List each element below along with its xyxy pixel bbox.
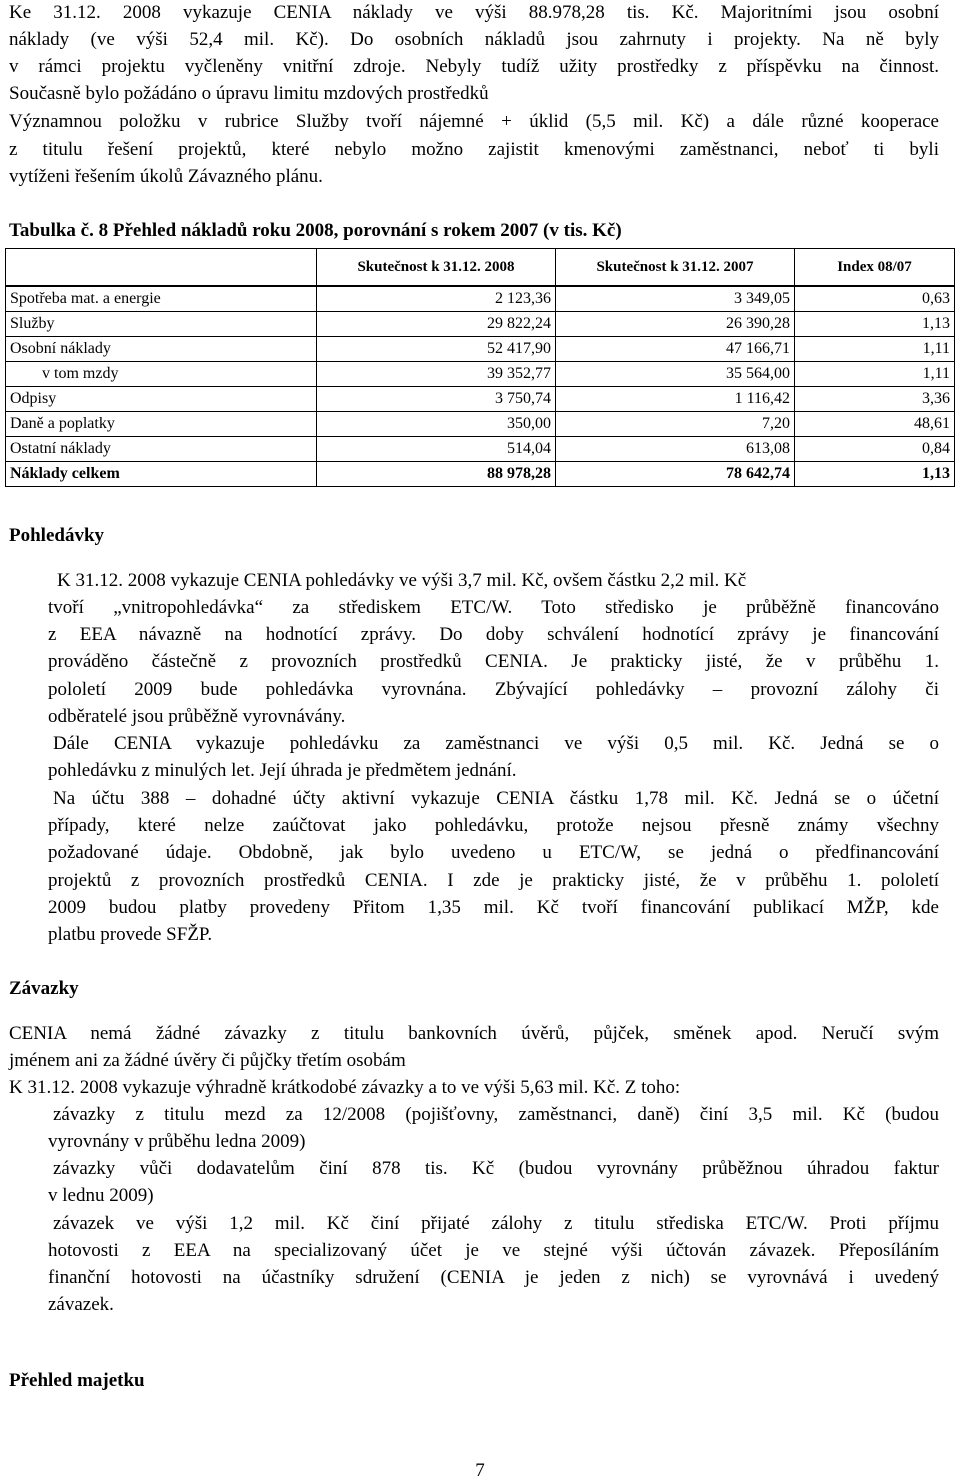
row-label: Odpisy bbox=[6, 387, 317, 412]
table-header-cell bbox=[6, 249, 317, 287]
intro-line: náklady (ve výši 52,4 mil. Kč). Do osobních nákladů jsou zahrnuty i projekty. Na ně byly bbox=[9, 29, 939, 50]
intro-line: vytíženi řešením úkolů Závazného plánu. bbox=[9, 166, 323, 187]
receivables-line: Dále CENIA vykazuje pohledávku za zaměstnanci ve výši 0,5 mil. Kč. Jedná se o bbox=[53, 733, 939, 754]
liabilities-line: finanční hotovosti na účastníky sdružení (CENIA je jeden z nich) se vyrovnává i uvedený bbox=[48, 1267, 939, 1288]
value-2007: 3 349,05 bbox=[556, 286, 795, 312]
value-2007: 613,08 bbox=[556, 437, 795, 462]
receivables-line: projektů z provozních prostředků CENIA. I zde je prakticky jisté, že v průběhu 1. pololetí bbox=[48, 870, 939, 891]
intro-line: z titulu řešení projektů, které nebylo možno zajistit kmenovými zaměstnanci, neboť ti byli bbox=[9, 139, 939, 160]
table-total-row bbox=[6, 462, 955, 487]
liabilities-line: K 31.12. 2008 vykazuje výhradně krátkodobé závazky a to ve výši 5,63 mil. Kč. Z toho: bbox=[9, 1077, 681, 1098]
receivables-line: platbu provede SFŽP. bbox=[48, 924, 213, 945]
total-label: Náklady celkem bbox=[6, 462, 317, 487]
table-header-cell: Skutečnost k 31.12. 2007 bbox=[556, 249, 795, 287]
receivables-line: případy, které nelze zaúčtovat jako pohledávku, protože nejsou přesně známy všechny bbox=[48, 815, 939, 836]
receivables-line: K 31.12. 2008 vykazuje CENIA pohledávky ve výši 3,7 mil. Kč, ovšem částku 2,2 mil. Kč bbox=[57, 570, 747, 591]
table-row bbox=[6, 312, 955, 337]
value-2008: 52 417,90 bbox=[317, 337, 556, 362]
liabilities-heading: Závazky bbox=[9, 978, 79, 999]
receivables-line: pololetí 2009 bude pohledávka vyrovnána. Zbývající pohledávky – provozní zálohy či bbox=[48, 679, 939, 700]
table-row bbox=[6, 437, 955, 462]
table-row bbox=[6, 337, 955, 362]
intro-line: Ke 31.12. 2008 vykazuje CENIA náklady ve výši 88.978,28 tis. Kč. Majoritními jsou osobní bbox=[9, 2, 939, 23]
table-row bbox=[6, 286, 955, 312]
receivables-line: z EEA návazně na hodnotící zprávy. Do doby schválení hodnotící zprávy je financování bbox=[48, 624, 939, 645]
row-label: Ostatní náklady bbox=[6, 437, 317, 462]
receivables-line: tvoří „vnitropohledávka“ za střediskem ETC/W. Toto středisko je průběžně financováno bbox=[48, 597, 939, 618]
table-caption: Tabulka č. 8 Přehled nákladů roku 2008, porovnání s rokem 2007 (v tis. Kč) bbox=[9, 220, 622, 241]
receivables-line: požadované údaje. Obdobně, jak bylo uvedeno u ETC/W, se jedná o předfinancování bbox=[48, 842, 939, 863]
liabilities-line: závazky z titulu mezd za 12/2008 (pojišťovny, zaměstnanci, daně) činí 3,5 mil. Kč (budou bbox=[53, 1104, 939, 1125]
table-row bbox=[6, 412, 955, 437]
liabilities-line: v lednu 2009) bbox=[48, 1185, 154, 1206]
liabilities-line: jménem ani za žádné úvěry či půjčky třetím osobám bbox=[9, 1050, 406, 1071]
value-2007: 26 390,28 bbox=[556, 312, 795, 337]
liabilities-line: hotovosti z EEA na specializovaný účet je ve stejné výši účtován závazek. Přeposíláním bbox=[48, 1240, 939, 1261]
index-value: 3,36 bbox=[795, 387, 955, 412]
value-2008: 3 750,74 bbox=[317, 387, 556, 412]
liabilities-line: CENIA nemá žádné závazky z titulu bankovních úvěrů, půjček, směnek apod. Neručí svým bbox=[9, 1023, 939, 1044]
table-row bbox=[6, 387, 955, 412]
receivables-line: prováděno částečně z provozních prostředků CENIA. Je prakticky jisté, že v průběhu 1. bbox=[48, 651, 939, 672]
receivables-line: 2009 budou platby provedeny Přitom 1,35 mil. Kč tvoří financování publikací MŽP, kde bbox=[48, 897, 939, 918]
row-label: Osobní náklady bbox=[6, 337, 317, 362]
value-2008: 514,04 bbox=[317, 437, 556, 462]
intro-line: Současně bylo požádáno o úpravu limitu mzdových prostředků bbox=[9, 83, 489, 104]
page-number: 7 bbox=[475, 1460, 485, 1481]
index-value: 1,13 bbox=[795, 312, 955, 337]
table-header-cell: Index 08/07 bbox=[795, 249, 955, 287]
value-2007: 7,20 bbox=[556, 412, 795, 437]
row-label: Daně a poplatky bbox=[6, 412, 317, 437]
row-label: Spotřeba mat. a energie bbox=[6, 286, 317, 312]
table-header-row bbox=[6, 249, 955, 287]
value-2007: 1 116,42 bbox=[556, 387, 795, 412]
liabilities-line: závazek ve výši 1,2 mil. Kč činí přijaté zálohy z titulu střediska ETC/W. Proti příjmu bbox=[53, 1213, 939, 1234]
receivables-heading: Pohledávky bbox=[9, 525, 105, 546]
value-2008: 2 123,36 bbox=[317, 286, 556, 312]
value-2008: 350,00 bbox=[317, 412, 556, 437]
total-2007: 78 642,74 bbox=[556, 462, 795, 487]
index-value: 1,11 bbox=[795, 362, 955, 387]
receivables-line: odběratelé jsou průběžně vyrovnávány. bbox=[48, 706, 346, 727]
index-value: 0,84 bbox=[795, 437, 955, 462]
receivables-line: pohledávku z minulých let. Její úhrada je předmětem jednání. bbox=[48, 760, 517, 781]
liabilities-line: vyrovnány v průběhu ledna 2009) bbox=[48, 1131, 306, 1152]
liabilities-line: závazek. bbox=[48, 1294, 114, 1315]
row-label: v tom mzdy bbox=[6, 362, 317, 387]
index-value: 1,11 bbox=[795, 337, 955, 362]
index-value: 0,63 bbox=[795, 286, 955, 312]
intro-line: Významnou položku v rubrice Služby tvoří nájemné + úklid (5,5 mil. Kč) a dále různé kooperace bbox=[9, 111, 939, 132]
row-label: Služby bbox=[6, 312, 317, 337]
value-2007: 47 166,71 bbox=[556, 337, 795, 362]
value-2008: 39 352,77 bbox=[317, 362, 556, 387]
table-row bbox=[6, 362, 955, 387]
liabilities-line: závazky vůči dodavatelům činí 878 tis. Kč (budou vyrovnány průběžnou úhradou faktur bbox=[53, 1158, 939, 1179]
costs-table bbox=[5, 248, 955, 487]
total-2008: 88 978,28 bbox=[317, 462, 556, 487]
total-index: 1,13 bbox=[795, 462, 955, 487]
value-2008: 29 822,24 bbox=[317, 312, 556, 337]
intro-line: v rámci projektu vyčleněny vnitřní zdroje. Nebyly tudíž užity prostředky z příspěvku na činnost. bbox=[9, 56, 939, 77]
assets-heading: Přehled majetku bbox=[9, 1370, 145, 1391]
value-2007: 35 564,00 bbox=[556, 362, 795, 387]
index-value: 48,61 bbox=[795, 412, 955, 437]
table-header-cell: Skutečnost k 31.12. 2008 bbox=[317, 249, 556, 287]
receivables-line: Na účtu 388 – dohadné účty aktivní vykazuje CENIA částku 1,78 mil. Kč. Jedná se o účetní bbox=[53, 788, 939, 809]
